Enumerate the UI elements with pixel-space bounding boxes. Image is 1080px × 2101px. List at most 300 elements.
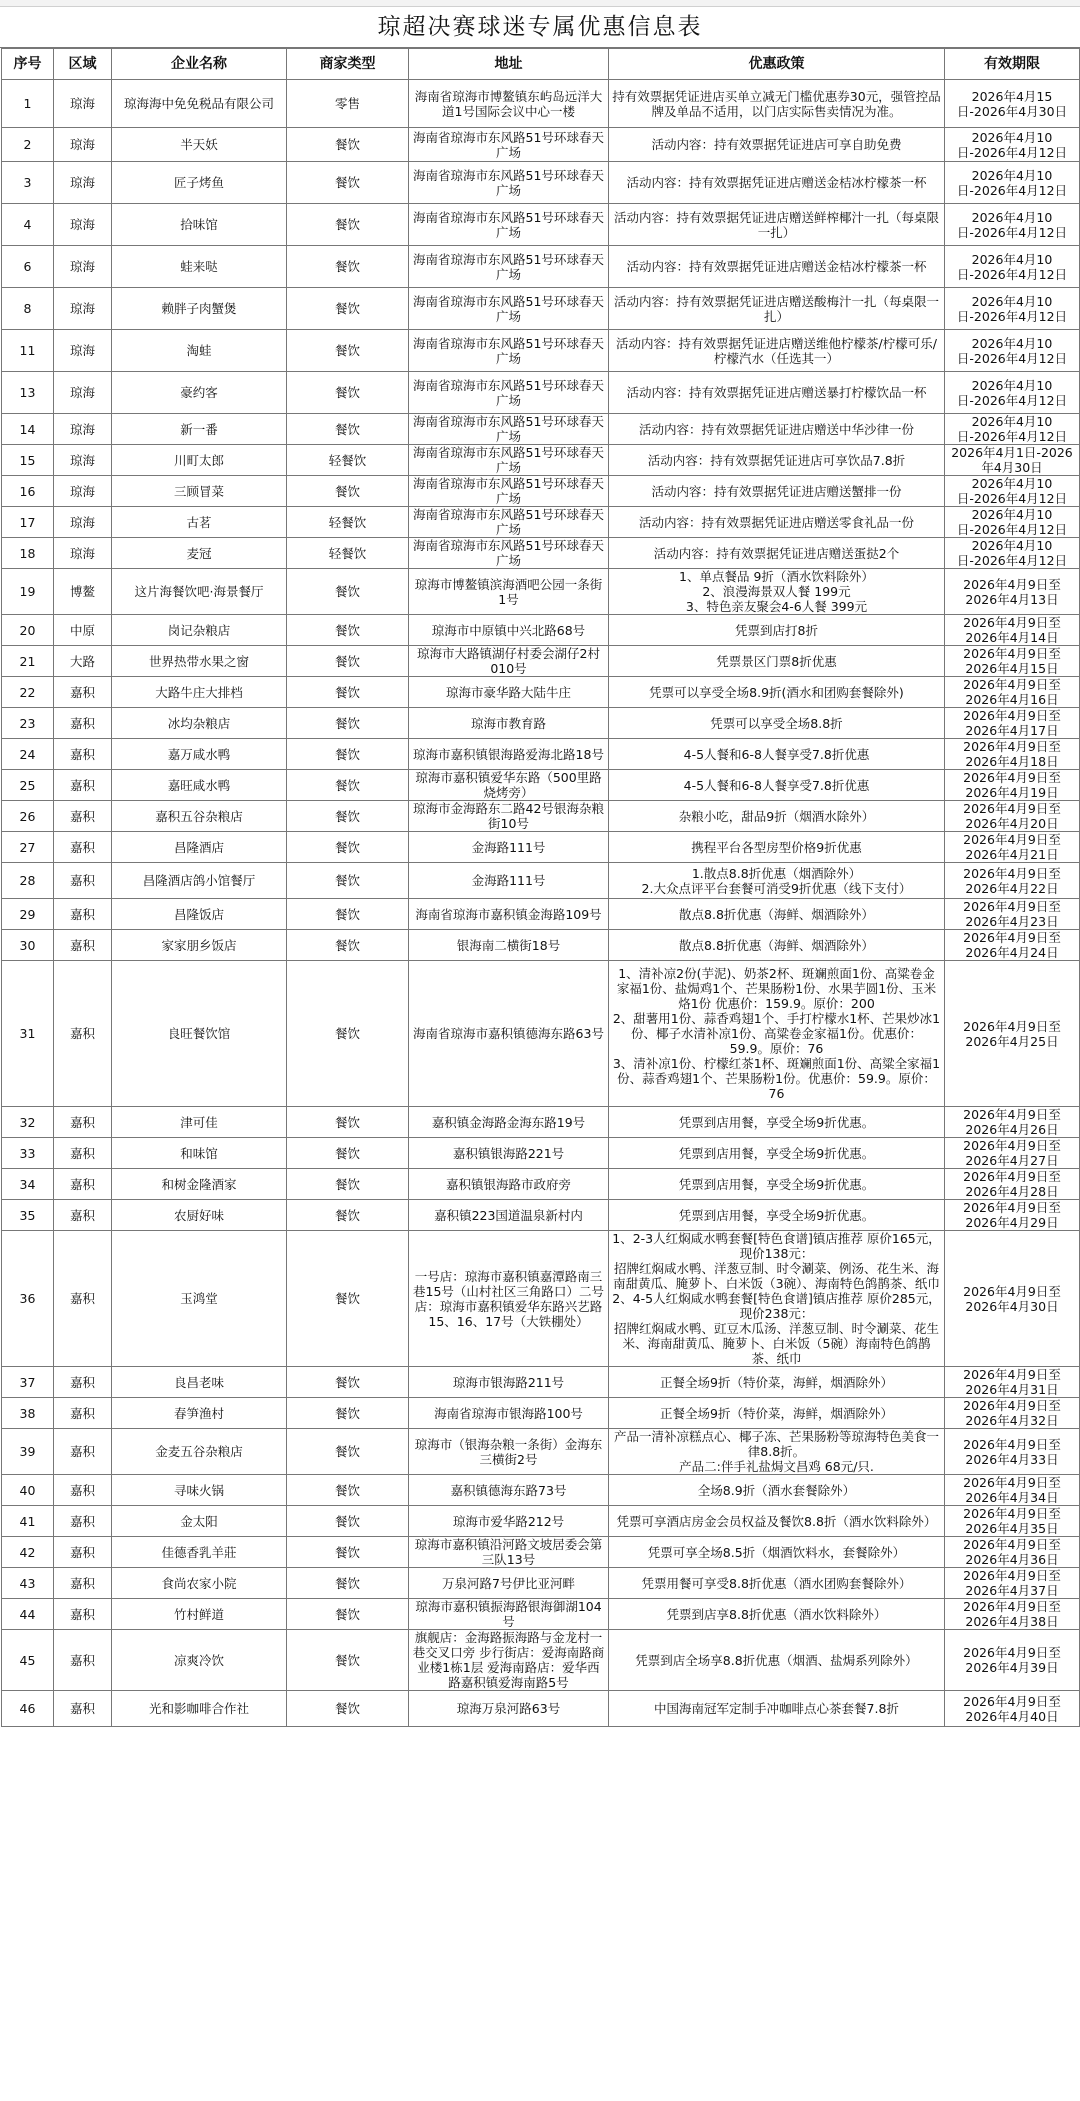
cell-no: 29 xyxy=(2,899,54,930)
table-row xyxy=(2,646,1080,677)
cell-company: 嘉万咸水鸭 xyxy=(112,739,287,770)
policy-line: 持有效票据凭证进店买单立减无门槛优惠券30元，强管控品牌及单品不适用，以门店实际售卖情况为准。 xyxy=(612,88,941,119)
cell-region: 嘉积 xyxy=(54,832,112,863)
cell-company: 三顾冒菜 xyxy=(112,476,287,507)
cell-region: 嘉积 xyxy=(54,930,112,961)
cell-no: 44 xyxy=(2,1599,54,1630)
cell-type: 餐饮 xyxy=(287,1107,409,1138)
cell-policy xyxy=(609,1138,945,1169)
cell-no: 18 xyxy=(2,538,54,569)
policy-line: 活动内容：持有效票据凭证进店赠送蛋挞2个 xyxy=(653,545,900,561)
policy-line: 凭票到店用餐，享受全场9折优惠。 xyxy=(678,1145,875,1161)
cell-policy xyxy=(609,128,945,162)
cell-company: 食尚农家小院 xyxy=(112,1568,287,1599)
cell-company: 金麦五谷杂粮店 xyxy=(112,1429,287,1475)
cell-type: 餐饮 xyxy=(287,677,409,708)
cell-period: 2026年4月9日至2026年4月21日 xyxy=(945,832,1080,863)
cell-policy xyxy=(609,1568,945,1599)
cell-no: 34 xyxy=(2,1169,54,1200)
cell-region: 琼海 xyxy=(54,414,112,445)
policy-line: 散点8.8折优惠（海鲜、烟酒除外） xyxy=(679,906,874,922)
cell-company: 新一番 xyxy=(112,414,287,445)
table-row xyxy=(2,1107,1080,1138)
table-row xyxy=(2,414,1080,445)
cell-type: 餐饮 xyxy=(287,476,409,507)
cell-no: 1 xyxy=(2,80,54,128)
header-type: 商家类型 xyxy=(287,49,409,80)
cell-region: 嘉积 xyxy=(54,1398,112,1429)
cell-region: 琼海 xyxy=(54,162,112,204)
cell-company: 赖胖子肉蟹煲 xyxy=(112,288,287,330)
cell-policy xyxy=(609,1630,945,1691)
cell-type: 餐饮 xyxy=(287,372,409,414)
cell-policy xyxy=(609,615,945,646)
cell-period: 2026年4月10日-2026年4月12日 xyxy=(945,414,1080,445)
policy-line: 凭票可以享受全场8.8折 xyxy=(710,715,843,731)
policy-line: 活动内容：持有效票据凭证进店赠送金桔冰柠檬茶一杯 xyxy=(626,259,927,274)
cell-company: 拾味馆 xyxy=(112,204,287,246)
cell-period: 2026年4月9日至2026年4月25日 xyxy=(945,961,1080,1107)
cell-company: 良昌老味 xyxy=(112,1367,287,1398)
cell-address: 海南省琼海市东风路51号环球春天广场 xyxy=(409,538,609,569)
cell-no: 45 xyxy=(2,1630,54,1691)
policy-line: 产品一清补凉糕点心、椰子冻、芒果肠粉等琼海特色美食一律8.8折。 xyxy=(613,1429,939,1459)
cell-no: 16 xyxy=(2,476,54,507)
cell-company: 和树金隆酒家 xyxy=(112,1169,287,1200)
policy-line: 1、单点餐品 9折（酒水饮料除外） xyxy=(679,569,874,584)
table-row xyxy=(2,330,1080,372)
policy-line: 活动内容：持有效票据凭证进店赠送蟹排一份 xyxy=(651,483,902,499)
table-row xyxy=(2,288,1080,330)
cell-type: 餐饮 xyxy=(287,1475,409,1506)
cell-address: 海南省琼海市博鳌镇东屿岛远洋大道1号国际会议中心一楼 xyxy=(409,80,609,128)
cell-period: 2026年4月9日至2026年4月39日 xyxy=(945,1630,1080,1691)
cell-company: 昌隆酒店鸽小馆餐厅 xyxy=(112,863,287,899)
cell-company: 寻味火锅 xyxy=(112,1475,287,1506)
cell-type: 餐饮 xyxy=(287,739,409,770)
cell-company: 昌隆酒店 xyxy=(112,832,287,863)
cell-policy xyxy=(609,445,945,476)
cell-type: 零售 xyxy=(287,80,409,128)
cell-no: 8 xyxy=(2,288,54,330)
table-row xyxy=(2,538,1080,569)
cell-region: 大路 xyxy=(54,646,112,677)
policy-line: 3、清补凉1份、柠檬红茶1杯、斑斓煎面1份、高粱全家福1份、蒜香鸡翅1个、芒果肠粉1份。优惠价：59.9。原价：76 xyxy=(612,1056,941,1101)
table-row xyxy=(2,615,1080,646)
cell-policy xyxy=(609,1429,945,1475)
cell-no: 36 xyxy=(2,1231,54,1367)
policy-line: 活动内容：持有效票据凭证进店赠送金桔冰柠檬茶一杯 xyxy=(626,175,927,190)
table-row xyxy=(2,1599,1080,1630)
cell-no: 32 xyxy=(2,1107,54,1138)
cell-period: 2026年4月1日-2026年4月30日 xyxy=(945,445,1080,476)
cell-type: 餐饮 xyxy=(287,569,409,615)
cell-region: 嘉积 xyxy=(54,708,112,739)
policy-line: 凭票可享全场8.5折（烟酒饮料水，套餐除外） xyxy=(647,1544,906,1560)
cell-period: 2026年4月15日-2026年4月30日 xyxy=(945,80,1080,128)
table-row xyxy=(2,708,1080,739)
policy-line: 凭票到店全场享8.8折优惠（烟酒、盐焗系列除外） xyxy=(635,1652,918,1668)
table-row xyxy=(2,863,1080,899)
header-policy: 优惠政策 xyxy=(609,49,945,80)
cell-address: 海南省琼海市嘉积镇德海东路63号 xyxy=(409,961,609,1107)
policy-line: 活动内容：持有效票据凭证进店赠送中华沙律一份 xyxy=(638,421,914,437)
cell-company: 春笋渔村 xyxy=(112,1398,287,1429)
cell-company: 古茗 xyxy=(112,507,287,538)
cell-period: 2026年4月9日至2026年4月30日 xyxy=(945,1231,1080,1367)
cell-company: 农厨好味 xyxy=(112,1200,287,1231)
cell-region: 琼海 xyxy=(54,204,112,246)
cell-type: 餐饮 xyxy=(287,288,409,330)
cell-policy xyxy=(609,961,945,1107)
cell-no: 2 xyxy=(2,128,54,162)
cell-type: 餐饮 xyxy=(287,162,409,204)
cell-period: 2026年4月9日至2026年4月15日 xyxy=(945,646,1080,677)
cell-policy xyxy=(609,1200,945,1231)
cell-policy xyxy=(609,538,945,569)
cell-region: 嘉积 xyxy=(54,1231,112,1367)
sheet-top-strip xyxy=(0,0,1080,7)
cell-region: 琼海 xyxy=(54,372,112,414)
cell-policy xyxy=(609,246,945,288)
header-period: 有效期限 xyxy=(945,49,1080,80)
cell-address: 嘉积镇金海路金海东路19号 xyxy=(409,1107,609,1138)
cell-address: 嘉积镇银海路市政府旁 xyxy=(409,1169,609,1200)
cell-address: 琼海市豪华路大陆牛庄 xyxy=(409,677,609,708)
cell-policy xyxy=(609,80,945,128)
policy-line: 凭票可以享受全场8.9折(酒水和团购套餐除外) xyxy=(649,684,904,700)
cell-company: 良旺餐饮馆 xyxy=(112,961,287,1107)
cell-company: 佳德香乳羊莊 xyxy=(112,1537,287,1568)
cell-company: 冰均杂粮店 xyxy=(112,708,287,739)
cell-address: 旗舰店：金海路振海路与金龙村一巷交叉口旁 步行街店：爱海南路商业楼1栋1层 爱海南路店：爱华西路嘉积镇爱海南路5号 xyxy=(409,1630,609,1691)
table-row xyxy=(2,1398,1080,1429)
cell-no: 6 xyxy=(2,246,54,288)
cell-period: 2026年4月9日至2026年4月38日 xyxy=(945,1599,1080,1630)
cell-region: 嘉积 xyxy=(54,1630,112,1691)
cell-no: 30 xyxy=(2,930,54,961)
cell-period: 2026年4月9日至2026年4月36日 xyxy=(945,1537,1080,1568)
cell-period: 2026年4月9日至2026年4月27日 xyxy=(945,1138,1080,1169)
cell-address: 海南省琼海市东风路51号环球春天广场 xyxy=(409,162,609,204)
cell-period: 2026年4月9日至2026年4月24日 xyxy=(945,930,1080,961)
header-address: 地址 xyxy=(409,49,609,80)
cell-policy xyxy=(609,708,945,739)
cell-type: 餐饮 xyxy=(287,414,409,445)
cell-period: 2026年4月9日至2026年4月33日 xyxy=(945,1429,1080,1475)
cell-company: 匠子烤鱼 xyxy=(112,162,287,204)
policy-line: 产品二:伴手礼盐焗文昌鸡 68元/只. xyxy=(679,1459,874,1474)
cell-policy xyxy=(609,476,945,507)
cell-address: 海南省琼海市东风路51号环球春天广场 xyxy=(409,128,609,162)
cell-type: 餐饮 xyxy=(287,1231,409,1367)
cell-policy xyxy=(609,1691,945,1727)
table-row xyxy=(2,961,1080,1107)
cell-policy xyxy=(609,1475,945,1506)
cell-company: 这片海餐饮吧·海景餐厅 xyxy=(112,569,287,615)
cell-region: 嘉积 xyxy=(54,1200,112,1231)
policy-line: 活动内容：持有效票据凭证进店赠送暴打柠檬饮品一杯 xyxy=(626,385,927,400)
cell-address: 琼海万泉河路63号 xyxy=(409,1691,609,1727)
cell-no: 37 xyxy=(2,1367,54,1398)
table-row xyxy=(2,162,1080,204)
table-row xyxy=(2,445,1080,476)
cell-address: 海南省琼海市东风路51号环球春天广场 xyxy=(409,330,609,372)
cell-period: 2026年4月9日至2026年4月22日 xyxy=(945,863,1080,899)
cell-policy xyxy=(609,288,945,330)
cell-no: 14 xyxy=(2,414,54,445)
cell-no: 43 xyxy=(2,1568,54,1599)
cell-period: 2026年4月9日至2026年4月35日 xyxy=(945,1506,1080,1537)
cell-region: 中原 xyxy=(54,615,112,646)
cell-policy xyxy=(609,1506,945,1537)
policy-line: 凭票到店用餐，享受全场9折优惠。 xyxy=(678,1114,875,1130)
cell-region: 嘉积 xyxy=(54,1568,112,1599)
cell-policy xyxy=(609,930,945,961)
cell-period: 2026年4月9日至2026年4月40日 xyxy=(945,1691,1080,1727)
cell-company: 岗记杂粮店 xyxy=(112,615,287,646)
policy-line: 4-5人餐和6-8人餐享受7.8折优惠 xyxy=(683,777,870,793)
policy-line: 活动内容：持有效票据凭证进店赠送鲜榨椰汁一扎（每桌限一扎） xyxy=(613,209,939,240)
cell-company: 嘉积五谷杂粮店 xyxy=(112,801,287,832)
policy-line: 散点8.8折优惠（海鲜、烟酒除外） xyxy=(679,937,874,953)
cell-period: 2026年4月9日至2026年4月13日 xyxy=(945,569,1080,615)
cell-region: 嘉积 xyxy=(54,961,112,1107)
cell-address: 海南省琼海市嘉积镇金海路109号 xyxy=(409,899,609,930)
cell-period: 2026年4月9日至2026年4月19日 xyxy=(945,770,1080,801)
table-row xyxy=(2,770,1080,801)
cell-period: 2026年4月10日-2026年4月12日 xyxy=(945,162,1080,204)
table-row xyxy=(2,1138,1080,1169)
cell-type: 餐饮 xyxy=(287,961,409,1107)
cell-company: 淘蛙 xyxy=(112,330,287,372)
cell-period: 2026年4月10日-2026年4月12日 xyxy=(945,507,1080,538)
cell-type: 餐饮 xyxy=(287,1169,409,1200)
table-row xyxy=(2,1537,1080,1568)
cell-address: 琼海市爱华路212号 xyxy=(409,1506,609,1537)
cell-type: 餐饮 xyxy=(287,770,409,801)
cell-type: 餐饮 xyxy=(287,1537,409,1568)
policy-line: 2、4-5人红焖咸水鸭套餐[特色食谱]镇店推荐 原价285元，现价238元： xyxy=(612,1291,941,1321)
cell-type: 餐饮 xyxy=(287,330,409,372)
policy-line: 凭票用餐可享受8.8折优惠（酒水团购套餐除外） xyxy=(641,1575,912,1591)
cell-no: 20 xyxy=(2,615,54,646)
policy-line: 2、甜薯用1份、蒜香鸡翅1个、手打柠檬水1杯、芒果炒冰1份、椰子水清补凉1份、高粱卷金家福1份。优惠价：59.9。原价：76 xyxy=(612,1011,941,1056)
cell-address: 金海路111号 xyxy=(409,832,609,863)
cell-address: 琼海市嘉积镇银海路爱海北路18号 xyxy=(409,739,609,770)
cell-region: 琼海 xyxy=(54,476,112,507)
cell-policy xyxy=(609,414,945,445)
cell-company: 光和影咖啡合作社 xyxy=(112,1691,287,1727)
policy-line: 正餐全场9折（特价菜，海鲜，烟酒除外） xyxy=(660,1405,893,1421)
cell-address: 琼海市嘉积镇沿河路文坡居委会第三队13号 xyxy=(409,1537,609,1568)
cell-period: 2026年4月10日-2026年4月12日 xyxy=(945,372,1080,414)
cell-region: 嘉积 xyxy=(54,1691,112,1727)
table-row xyxy=(2,1200,1080,1231)
cell-policy xyxy=(609,1169,945,1200)
policy-line: 2、浪漫海景双人餐 199元 xyxy=(702,584,851,599)
cell-address: 琼海市教育路 xyxy=(409,708,609,739)
policy-line: 凭票可享酒店房金会员权益及餐饮8.8折（酒水饮料除外） xyxy=(616,1513,937,1529)
table-row xyxy=(2,1506,1080,1537)
table-row xyxy=(2,80,1080,128)
cell-period: 2026年4月10日-2026年4月12日 xyxy=(945,476,1080,507)
cell-type: 餐饮 xyxy=(287,832,409,863)
cell-no: 11 xyxy=(2,330,54,372)
cell-type: 餐饮 xyxy=(287,128,409,162)
cell-period: 2026年4月9日至2026年4月17日 xyxy=(945,708,1080,739)
table-row xyxy=(2,899,1080,930)
cell-no: 33 xyxy=(2,1138,54,1169)
cell-region: 琼海 xyxy=(54,80,112,128)
table-row xyxy=(2,246,1080,288)
cell-period: 2026年4月9日至2026年4月31日 xyxy=(945,1367,1080,1398)
cell-policy xyxy=(609,1599,945,1630)
table-row xyxy=(2,1169,1080,1200)
cell-no: 40 xyxy=(2,1475,54,1506)
cell-no: 13 xyxy=(2,372,54,414)
table-row xyxy=(2,128,1080,162)
cell-period: 2026年4月10日-2026年4月12日 xyxy=(945,330,1080,372)
table-row xyxy=(2,1367,1080,1398)
cell-period: 2026年4月9日至2026年4月32日 xyxy=(945,1398,1080,1429)
table-row xyxy=(2,677,1080,708)
cell-policy xyxy=(609,646,945,677)
cell-policy xyxy=(609,372,945,414)
cell-type: 轻餐饮 xyxy=(287,445,409,476)
policy-line: 1、2-3人红焖咸水鸭套餐[特色食谱]镇店推荐 原价165元，现价138元： xyxy=(612,1231,941,1261)
policy-line: 4-5人餐和6-8人餐享受7.8折优惠 xyxy=(683,746,870,762)
cell-region: 嘉积 xyxy=(54,1537,112,1568)
header-company: 企业名称 xyxy=(112,49,287,80)
cell-address: 琼海市（银海杂粮一条街）金海东三横街2号 xyxy=(409,1429,609,1475)
table-row xyxy=(2,1231,1080,1367)
cell-period: 2026年4月10日-2026年4月12日 xyxy=(945,128,1080,162)
cell-type: 餐饮 xyxy=(287,801,409,832)
cell-type: 餐饮 xyxy=(287,1398,409,1429)
cell-type: 轻餐饮 xyxy=(287,507,409,538)
cell-address: 嘉积镇223国道温泉新村内 xyxy=(409,1200,609,1231)
cell-period: 2026年4月9日至2026年4月26日 xyxy=(945,1107,1080,1138)
cell-type: 餐饮 xyxy=(287,1138,409,1169)
table-row xyxy=(2,204,1080,246)
policy-line: 2.大众点评平台套餐可消受9折优惠（线下支付） xyxy=(641,880,912,896)
policy-line: 中国海南冠军定制手冲咖啡点心茶套餐7.8折 xyxy=(654,1701,899,1716)
cell-policy xyxy=(609,770,945,801)
cell-region: 嘉积 xyxy=(54,1169,112,1200)
cell-region: 嘉积 xyxy=(54,1429,112,1475)
cell-type: 餐饮 xyxy=(287,615,409,646)
cell-policy xyxy=(609,801,945,832)
policy-line: 活动内容：持有效票据凭证进店可享饮品7.8折 xyxy=(647,452,906,468)
policy-line: 1、清补凉2份(芋泥)、奶茶2杯、斑斓煎面1份、高粱卷金家福1份、盐焗鸡1个、芒果肠粉1份、水果芋圆1份、玉米烙1份 优惠价：159.9。原价：200 xyxy=(616,966,937,1011)
table-row xyxy=(2,930,1080,961)
cell-region: 琼海 xyxy=(54,507,112,538)
cell-no: 31 xyxy=(2,961,54,1107)
cell-region: 琼海 xyxy=(54,246,112,288)
cell-company: 豪约客 xyxy=(112,372,287,414)
table-body xyxy=(2,80,1080,1727)
cell-no: 41 xyxy=(2,1506,54,1537)
table-row xyxy=(2,476,1080,507)
cell-policy xyxy=(609,1367,945,1398)
cell-policy xyxy=(609,1398,945,1429)
policy-line: 活动内容：持有效票据凭证进店赠送酸梅汁一扎（每桌限一扎） xyxy=(613,293,939,324)
table-header-row xyxy=(2,49,1080,80)
cell-region: 嘉积 xyxy=(54,1599,112,1630)
cell-type: 餐饮 xyxy=(287,863,409,899)
table-row xyxy=(2,1429,1080,1475)
header-no: 序号 xyxy=(2,49,54,80)
cell-no: 22 xyxy=(2,677,54,708)
cell-policy xyxy=(609,507,945,538)
cell-address: 琼海市博鳌镇滨海酒吧公园一条街1号 xyxy=(409,569,609,615)
cell-address: 海南省琼海市东风路51号环球春天广场 xyxy=(409,476,609,507)
policy-line: 凭票到店用餐，享受全场9折优惠。 xyxy=(678,1176,875,1192)
cell-address: 琼海市中原镇中兴北路68号 xyxy=(409,615,609,646)
cell-address: 嘉积镇银海路221号 xyxy=(409,1138,609,1169)
cell-region: 嘉积 xyxy=(54,739,112,770)
cell-address: 海南省琼海市银海路100号 xyxy=(409,1398,609,1429)
cell-company: 金太阳 xyxy=(112,1506,287,1537)
cell-period: 2026年4月9日至2026年4月28日 xyxy=(945,1169,1080,1200)
cell-type: 餐饮 xyxy=(287,930,409,961)
policy-line: 正餐全场9折（特价菜，海鲜，烟酒除外） xyxy=(660,1374,893,1390)
cell-policy xyxy=(609,677,945,708)
cell-address: 海南省琼海市东风路51号环球春天广场 xyxy=(409,414,609,445)
cell-no: 3 xyxy=(2,162,54,204)
cell-no: 19 xyxy=(2,569,54,615)
cell-no: 24 xyxy=(2,739,54,770)
cell-no: 25 xyxy=(2,770,54,801)
cell-period: 2026年4月9日至2026年4月34日 xyxy=(945,1475,1080,1506)
cell-address: 一号店：琼海市嘉积镇嘉潭路南三巷15号（山村社区三角路口）二号店：琼海市嘉积镇爱华东路兴艺路15、16、17号（大铁棚处） xyxy=(409,1231,609,1367)
cell-address: 海南省琼海市东风路51号环球春天广场 xyxy=(409,372,609,414)
cell-address: 琼海市嘉积镇振海路银海御湖104号 xyxy=(409,1599,609,1630)
cell-company: 川町太郎 xyxy=(112,445,287,476)
cell-no: 23 xyxy=(2,708,54,739)
policy-line: 活动内容：持有效票据凭证进店赠送维他柠檬茶/柠檬可乐/柠檬汽水（任选其一） xyxy=(616,335,937,366)
cell-period: 2026年4月9日至2026年4月20日 xyxy=(945,801,1080,832)
cell-policy xyxy=(609,863,945,899)
cell-region: 琼海 xyxy=(54,128,112,162)
cell-type: 餐饮 xyxy=(287,204,409,246)
cell-type: 餐饮 xyxy=(287,646,409,677)
cell-company: 昌隆饭店 xyxy=(112,899,287,930)
table-row xyxy=(2,507,1080,538)
cell-region: 嘉积 xyxy=(54,677,112,708)
cell-region: 嘉积 xyxy=(54,1138,112,1169)
cell-no: 26 xyxy=(2,801,54,832)
cell-region: 嘉积 xyxy=(54,770,112,801)
cell-address: 嘉积镇德海东路73号 xyxy=(409,1475,609,1506)
cell-period: 2026年4月9日至2026年4月14日 xyxy=(945,615,1080,646)
cell-address: 琼海市嘉积镇爱华东路（500里路烧烤旁） xyxy=(409,770,609,801)
cell-no: 17 xyxy=(2,507,54,538)
cell-company: 竹村鲜道 xyxy=(112,1599,287,1630)
cell-type: 轻餐饮 xyxy=(287,538,409,569)
cell-type: 餐饮 xyxy=(287,246,409,288)
cell-address: 金海路111号 xyxy=(409,863,609,899)
table-row xyxy=(2,1475,1080,1506)
discount-table xyxy=(1,48,1080,1727)
policy-line: 3、特色亲友聚会4-6人餐 399元 xyxy=(685,599,868,614)
table-row xyxy=(2,801,1080,832)
cell-policy xyxy=(609,1107,945,1138)
policy-line: 活动内容：持有效票据凭证进店赠送零食礼品一份 xyxy=(638,514,914,530)
cell-company: 琼海海中免免税品有限公司 xyxy=(112,80,287,128)
policy-line: 凭票景区门票8折优惠 xyxy=(716,653,837,669)
